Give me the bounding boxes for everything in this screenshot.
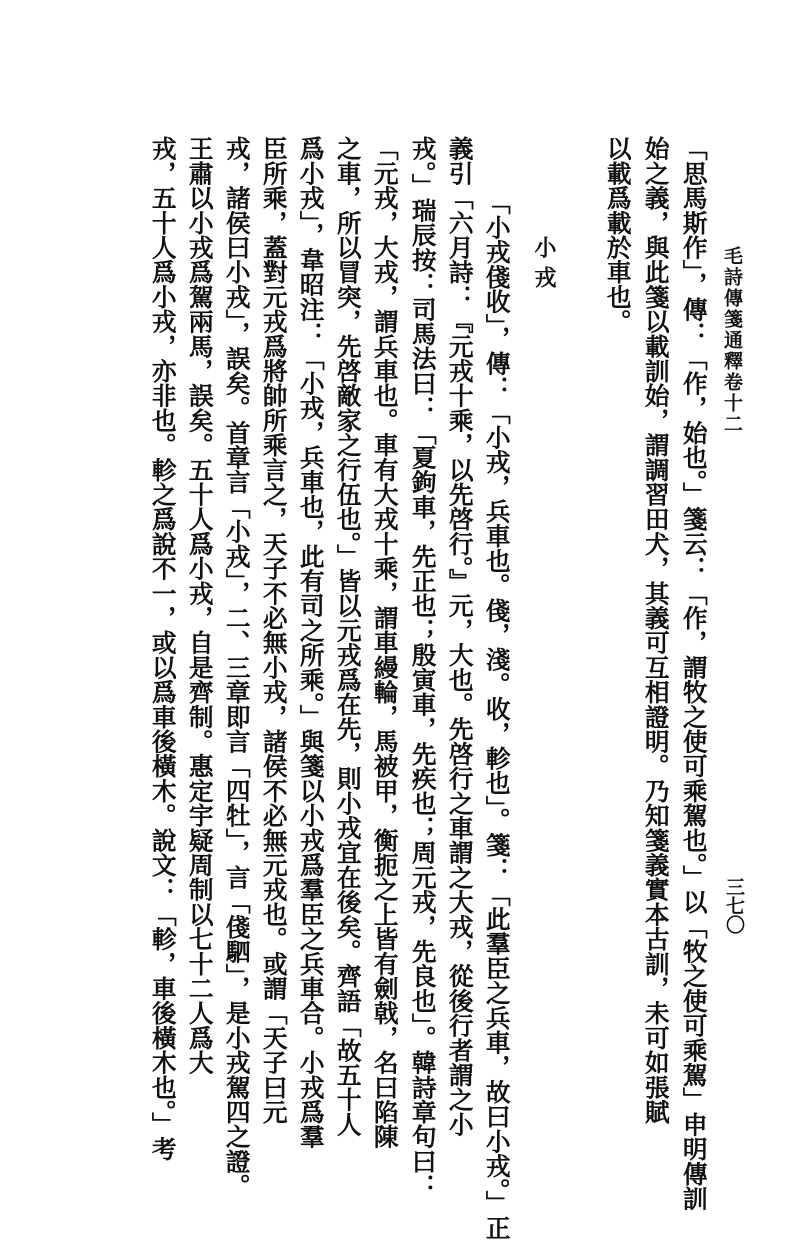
text-column-lower-2: 義引「六月詩：『元戎十乘，以先啓行。』元，大也。先啓行之車謂之大戎，從後行者謂之小 — [445, 136, 475, 1137]
text-column-lower-5: 之車，所以冒突，先啓敵家之行伍也。」皆以元戎爲在先，則小戎宜在後矣。齊語「故五十人 — [333, 136, 363, 1137]
text-column-upper-2: 始之義，與此箋以載訓始，謂調習田犬，其義可互相證明。乃知箋義實本古訓，未可如張賦 — [641, 136, 671, 1124]
text-column-lower-4: 「元戎，大戎，謂兵車也。車有大戎十乘，謂車縵輪，馬被甲，衡扼之上皆有劍戟，名曰陷陳 — [370, 136, 400, 1149]
text-column-lower-9: 王肅以小戎爲駕兩馬，誤矣。五十人爲小戎，自是齊制。惠定宇疑周制以七十二人爲大 — [185, 136, 215, 1075]
text-column-lower-10: 戎，五十人爲小戎，亦非也。軫之爲說不一，或以爲車後橫木。說文：「軫，車後橫木也。」考 — [148, 136, 178, 1162]
text-column-lower-8: 戎，諸侯曰小戎」，誤矣。首章言「小戎」，二、三章即言「四牡」，言「俴駟」，是小戎駕四之證。 — [222, 136, 252, 1199]
running-header-title: 毛詩傳箋通釋卷十二 — [721, 246, 743, 435]
section-heading: 小戎 — [531, 236, 557, 296]
text-column-lower-3: 戎。」瑞辰按：司馬法曰：「夏鉤車，先正也；殷寅車，先疾也；周元戎，先良也」。韓詩章句曰： — [408, 136, 438, 1199]
page-number: 三七〇 — [723, 877, 745, 934]
text-column-upper-3: 以載爲載於車也。 — [603, 136, 633, 334]
text-column-upper-1: 「思馬斯作」，傳：「作，始也。」箋云：「作，謂牧之使可乘駕也。」以「牧之使可乘駕」申明傳訓 — [679, 136, 709, 1211]
text-column-lower-1: 「小戎俴收」，傳：「小戎，兵車也。俴，淺。收，軫也」。箋：「此羣臣之兵車，故曰小戎。」正 — [482, 190, 512, 1240]
text-column-lower-7: 臣所乘，蓋對元戎爲將帥所乘言之，天子不必無小戎，諸侯不必無元戎也。或謂「天子曰元 — [259, 136, 289, 1124]
text-column-lower-6: 爲小戎」，韋昭注：「小戎，兵車也，此有司之所乘。」與箋以小戎爲羣臣之兵車合。小戎爲羣 — [296, 136, 326, 1149]
